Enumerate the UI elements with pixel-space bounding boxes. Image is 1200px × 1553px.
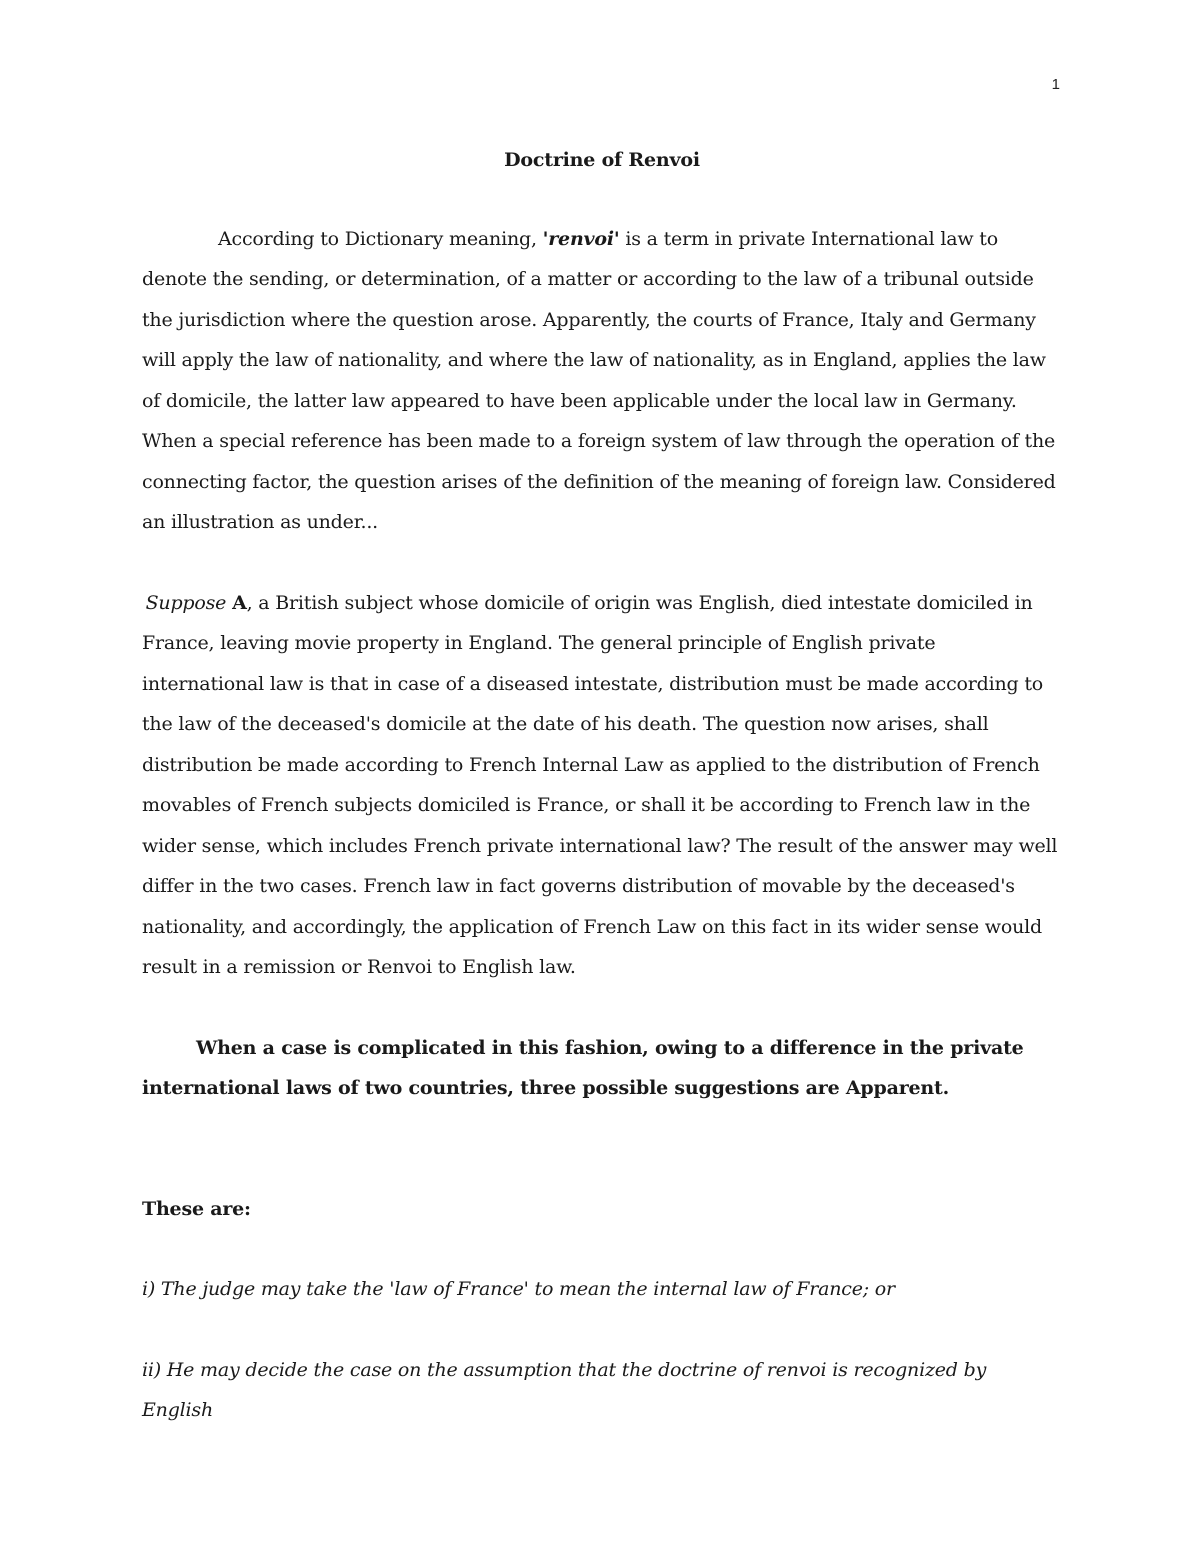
illustration-person-a: A [232, 591, 247, 614]
document-title: Doctrine of Renvoi [504, 149, 700, 171]
illustration-body: , a British subject whose domicile of origin was English, died intestate domiciled in France, leaving movie property in England. The general principle of English private international law is that in case of a diseased intestate, distribution must be made according to the law of the deceased's domicile at the date of his death. The question now arises, shall distribution be made according to French Internal Law as applied to the distribution of French movables of French subjects domiciled is France, or shall it be according to French law in the wider sense, which includes French private international law? The result of the answer may well differ in the two cases. French law in fact governs distribution of movable by the deceased's nationality, and accordingly, the application of French Law on this fact in its wider sense would result in a remission or Renvoi to English law. [142, 591, 1058, 978]
list-heading: These are: [142, 1197, 251, 1220]
paragraph-illustration [142, 583, 1062, 988]
paragraph-definition [142, 219, 1062, 543]
paragraph-definition-body: is a term in private International law to denote the sending, or determination, of a matter or according to the law of a tribunal outside the jurisdiction where the question arose. Apparently, the courts of France, Italy and Germany will apply the law of nationality, and where the law of nationality, as in England, applies the law of domicile, the latter law appeared to have been applicable under the local law in Germany. When a special reference has been made to a foreign system of law through the operation of the connecting factor, the question arises of the definition of the meaning of foreign law. Considered an illustration as under... [142, 227, 1056, 533]
list-item-1: i) The judge may take the 'law of France' to mean the internal law of France; or [142, 1278, 895, 1300]
page-number: 1 [1051, 76, 1060, 93]
paragraph-suggestions-intro: When a case is complicated in this fashion, owing to a difference in the private international laws of two countries, three possible suggestions are Apparent. [142, 1036, 1024, 1099]
illustration-suppose: Suppose [145, 591, 227, 614]
paragraph-definition-lead: According to Dictionary meaning, [218, 227, 543, 250]
list-item-2: ii) He may decide the case on the assumption that the doctrine of renvoi is recognized by English [142, 1358, 987, 1421]
document-body [142, 140, 1062, 1431]
term-renvoi: 'renvoi' [542, 227, 620, 250]
